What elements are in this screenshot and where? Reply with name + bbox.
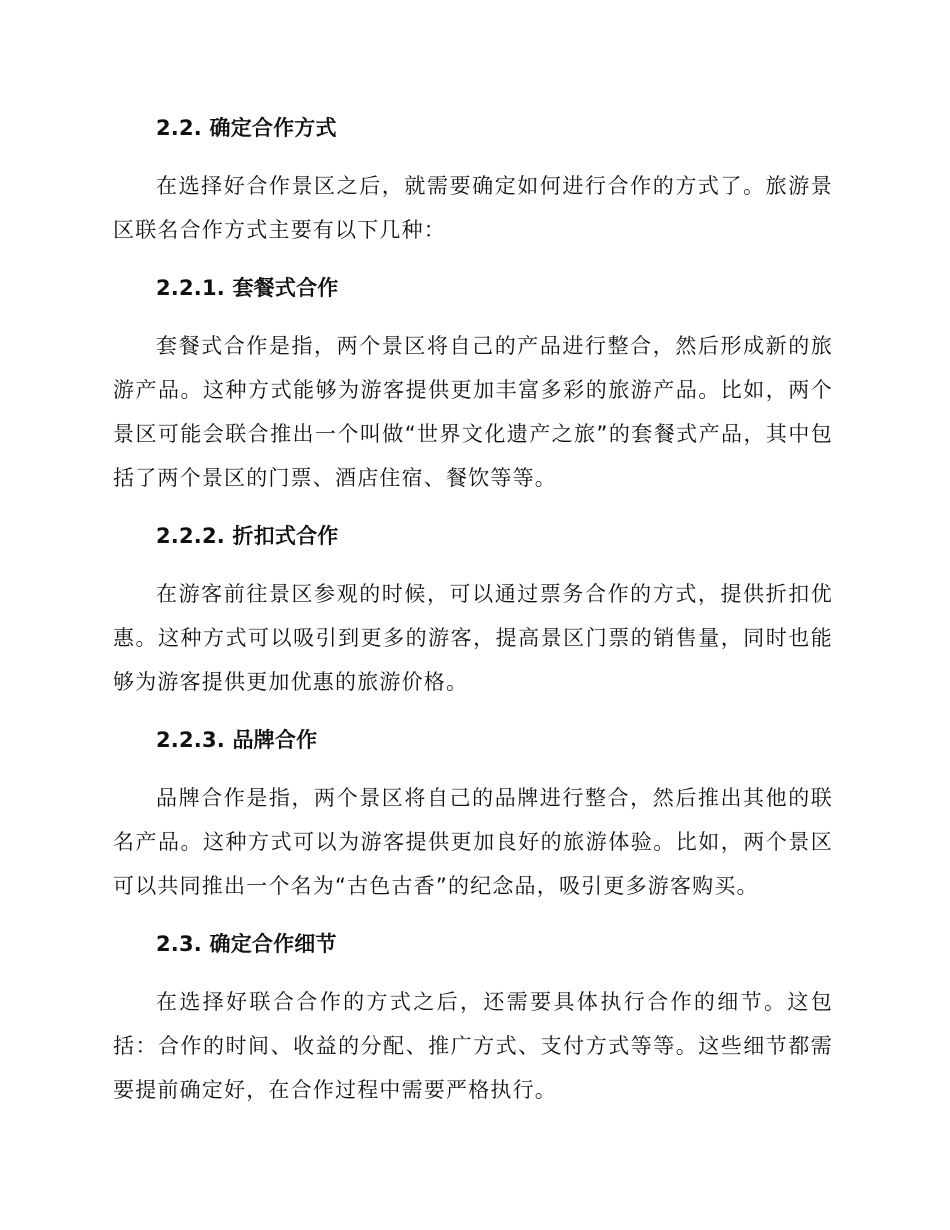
paragraph-2-3: 在选择好联合合作的方式之后，还需要具体执行合作的细节。这包括：合作的时间、收益的分配、推广方式、支付方式等等。这些细节都需要提前确定好，在合作过程中需要严格执行。 [113, 990, 833, 1102]
paragraph-2-2-2: 在游客前往景区参观的时候，可以通过票务合作的方式，提供折扣优惠。这种方式可以吸引到更多的游客，提高景区门票的销售量，同时也能够为游客提供更加优惠的旅游价格。 [113, 582, 833, 694]
section-heading-2-2: 2.2. 确定合作方式 [156, 116, 337, 140]
document-body [113, 106, 833, 1126]
section-heading-2-2-2: 2.2.2. 折扣式合作 [156, 524, 339, 548]
paragraph-2-2: 在选择好合作景区之后，就需要确定如何进行合作的方式了。旅游景区联名合作方式主要有以下几种： [113, 174, 833, 242]
section-heading-2-2-3: 2.2.3. 品牌合作 [156, 728, 318, 752]
section-heading-2-2-1: 2.2.1. 套餐式合作 [156, 276, 339, 300]
section-heading-2-3: 2.3. 确定合作细节 [156, 932, 337, 956]
paragraph-2-2-3: 品牌合作是指，两个景区将自己的品牌进行整合，然后推出其他的联名产品。这种方式可以为游客提供更加良好的旅游体验。比如，两个景区可以共同推出一个名为“古色古香”的纪念品，吸引更多游客购买。 [113, 786, 833, 898]
paragraph-2-2-1: 套餐式合作是指，两个景区将自己的产品进行整合，然后形成新的旅游产品。这种方式能够为游客提供更加丰富多彩的旅游产品。比如，两个景区可能会联合推出一个叫做“世界文化遗产之旅”的套餐式产品，其中包括了两个景区的门票、酒店住宿、餐饮等等。 [113, 334, 833, 490]
